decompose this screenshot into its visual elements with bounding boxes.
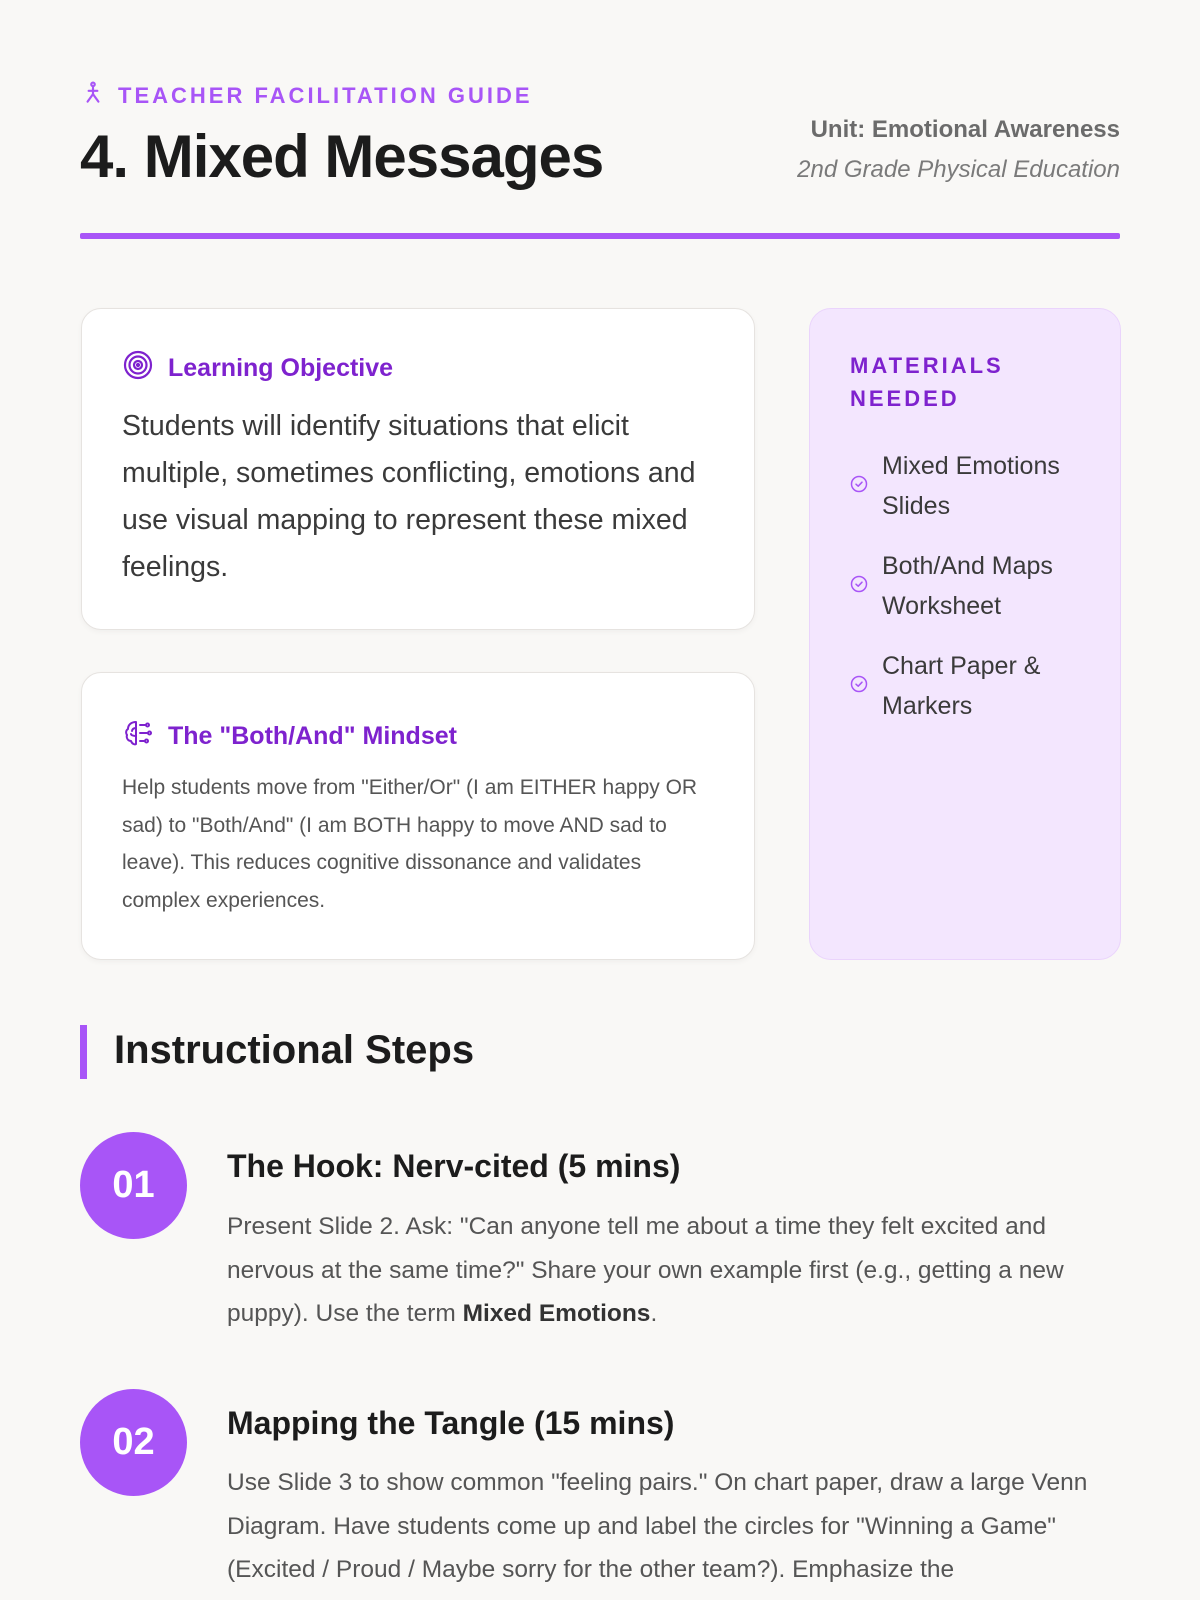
- step-description: Use Slide 3 to show common "feeling pairs." On chart paper, draw a large Venn Diagram. Have students come up and label the circles for "Winning a Game" (Excited / Proud / Maybe sorry for the other team?). Emphasize the: [227, 1469, 1088, 1583]
- learning-objective-heading: [122, 349, 393, 388]
- materials-item: [850, 446, 1090, 526]
- grade-label: 2nd Grade Physical Education: [797, 156, 1120, 183]
- step-key-term: Mixed Emotions: [462, 1300, 651, 1327]
- both-and-mindset-card: [81, 672, 755, 960]
- unit-info: [797, 116, 1120, 184]
- materials-item: [850, 546, 1090, 626]
- section-accent-bar: [80, 1025, 87, 1079]
- step-number-badge: 01: [80, 1132, 187, 1239]
- both-and-heading: [122, 717, 457, 756]
- target-icon: [122, 349, 154, 388]
- eyebrow-label: TEACHER FACILITATION GUIDE: [118, 83, 533, 108]
- brain-icon: [122, 717, 154, 756]
- materials-item-label: Both/And Maps Worksheet: [882, 552, 1053, 620]
- page-title: 4. Mixed Messages: [80, 123, 604, 190]
- check-circle-icon: [850, 575, 882, 598]
- instructional-steps-title: Instructional Steps: [114, 1028, 475, 1072]
- check-circle-icon: [850, 675, 882, 698]
- step-title: Mapping the Tangle (15 mins): [227, 1405, 675, 1441]
- step-text-end: .: [650, 1300, 658, 1327]
- step-text: Present Slide 2. Ask: "Can anyone tell me about a time they felt excited and nervous at the same time?" Share your own example first (e.g., getting a new puppy). Use the term: [227, 1213, 1064, 1327]
- materials-item: [850, 646, 1090, 726]
- step-title: The Hook: Nerv-cited (5 mins): [227, 1148, 681, 1184]
- learning-objective-text: Students will identify situations that elicit multiple, sometimes conflicting, emotions and use visual mapping to represent these mixed feelings.: [122, 410, 696, 583]
- check-circle-icon: [850, 475, 882, 498]
- guide-eyebrow: [80, 80, 533, 112]
- header-divider: [80, 233, 1120, 239]
- unit-label: Unit: Emotional Awareness: [810, 116, 1120, 143]
- materials-item-label: Mixed Emotions Slides: [882, 452, 1060, 520]
- both-and-title: The "Both/And" Mindset: [168, 722, 457, 750]
- step-description: [227, 1205, 1127, 1336]
- materials-item-label: Chart Paper & Markers: [882, 652, 1041, 720]
- step-number-badge: 02: [80, 1389, 187, 1496]
- materials-panel: [809, 308, 1121, 960]
- materials-title: MATERIALS NEEDED: [850, 353, 1004, 411]
- learning-objective-card: [81, 308, 755, 630]
- learning-objective-title: Learning Objective: [168, 354, 394, 382]
- both-and-text: Help students move from "Either/Or" (I am EITHER happy OR sad) to "Both/And" (I am BOTH happy to move AND sad to leave). This reduces cognitive dissonance and validates complex experiences.: [122, 776, 698, 912]
- person-arrows-icon: [80, 80, 106, 112]
